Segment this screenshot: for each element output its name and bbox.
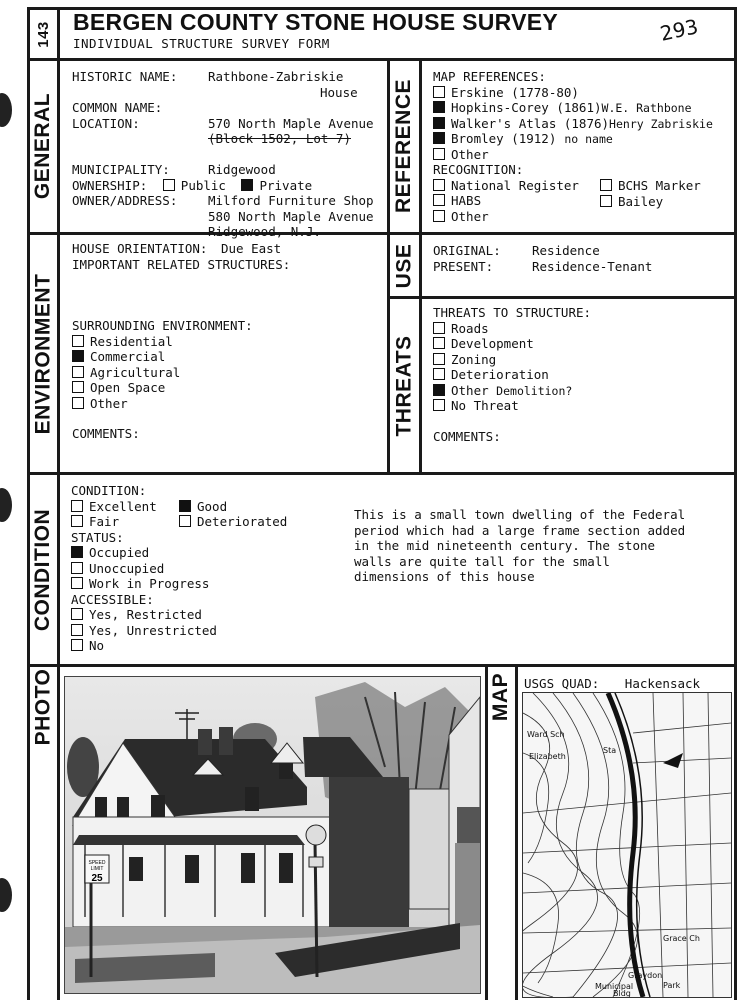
environment-other-label: Other xyxy=(90,395,128,411)
no-threat-label: No Threat xyxy=(451,398,519,413)
description-line: period which had a large frame section added xyxy=(354,522,686,538)
bailey-label: Bailey xyxy=(618,193,664,209)
section-label-reference: REFERENCE xyxy=(392,78,416,214)
zoning-checkbox[interactable] xyxy=(433,353,445,365)
condition-label: CONDITION: xyxy=(71,483,147,498)
form-subtitle: INDIVIDUAL STRUCTURE SURVEY FORM xyxy=(73,36,330,51)
municipality-label: MUNICIPALITY: xyxy=(72,162,170,177)
handwritten-number: 293 xyxy=(657,14,701,46)
divider-condition xyxy=(27,664,737,667)
occupied-label: Occupied xyxy=(89,545,150,560)
map-label: Sta xyxy=(603,746,617,755)
section-label-threats: THREATS xyxy=(392,334,416,437)
divider-photo-map-right xyxy=(515,664,518,1000)
section-label-photo: PHOTO xyxy=(31,668,55,746)
occupied-checkbox[interactable] xyxy=(71,546,83,558)
historic-name-value: Rathbone-Zabriskie xyxy=(208,69,344,84)
description-line: walls are quite tall for the small xyxy=(354,553,610,569)
map-label: Graydon xyxy=(628,971,663,980)
municipality-value: Ridgewood xyxy=(208,162,276,177)
environment-comments-label: COMMENTS: xyxy=(72,426,140,441)
agricultural-label: Agricultural xyxy=(90,364,181,380)
accessible-no-checkbox[interactable] xyxy=(71,639,83,651)
divider-header xyxy=(27,58,737,61)
owner-line-3: Ridgewood, N.J. xyxy=(208,224,321,239)
speed-limit-value: 25 xyxy=(91,873,103,884)
bailey-checkbox[interactable] xyxy=(600,195,612,207)
description-line: dimensions of this house xyxy=(354,569,535,584)
historic-name-value-2: House xyxy=(320,84,358,100)
commercial-checkbox[interactable] xyxy=(72,350,84,362)
location-value-struck: (Block 1502, Lot 7) xyxy=(208,131,351,146)
work-in-progress-checkbox[interactable] xyxy=(71,577,83,589)
good-checkbox[interactable] xyxy=(179,500,191,512)
yes-restricted-label: Yes, Restricted xyxy=(89,607,202,622)
threats-comments-label: COMMENTS: xyxy=(433,429,501,444)
original-label: ORIGINAL: xyxy=(433,243,501,258)
threats-block xyxy=(433,305,591,414)
bchs-marker-label: BCHS Marker xyxy=(618,178,701,193)
map-ref-note: Henry Zabriskie xyxy=(609,116,713,131)
historic-name-label: HISTORIC NAME: xyxy=(72,69,178,84)
description-line: in the mid nineteenth century. The stone xyxy=(354,538,656,553)
map-ref-checkbox[interactable] xyxy=(433,101,445,113)
location-value: 570 North Maple Avenue xyxy=(208,115,374,131)
map-ref-label: Other xyxy=(451,146,489,162)
condition-description xyxy=(354,507,685,585)
deteriorated-label: Deteriorated xyxy=(197,514,288,529)
section-label-environment: ENVIRONMENT xyxy=(31,273,55,434)
excellent-label: Excellent xyxy=(89,498,157,514)
usgs-quad-label: USGS QUAD: xyxy=(524,676,600,691)
divider-use xyxy=(388,296,737,299)
speed-limit-text: SPEED xyxy=(88,860,106,866)
frame-label-column xyxy=(57,8,60,1000)
map-label: Park xyxy=(663,981,681,990)
development-checkbox[interactable] xyxy=(433,337,445,349)
original-value: Residence xyxy=(532,243,600,258)
roads-label: Roads xyxy=(451,320,489,336)
recognition-label: RECOGNITION: xyxy=(433,162,524,177)
section-label-general: GENERAL xyxy=(31,92,55,200)
map-references-label: MAP REFERENCES: xyxy=(433,69,546,84)
surrounding-label: SURROUNDING ENVIRONMENT: xyxy=(72,318,253,333)
development-label: Development xyxy=(451,336,534,351)
owner-line-1: Milford Furniture Shop xyxy=(208,193,374,208)
deterioration-checkbox[interactable] xyxy=(433,368,445,380)
present-value: Residence-Tenant xyxy=(532,258,653,274)
yes-unrestricted-label: Yes, Unrestricted xyxy=(89,622,217,638)
threats-other-checkbox[interactable] xyxy=(433,384,445,396)
binder-hole xyxy=(0,488,12,522)
accessible-label: ACCESSIBLE: xyxy=(71,591,154,607)
unoccupied-label: Unoccupied xyxy=(89,560,165,576)
work-in-progress-label: Work in Progress xyxy=(89,576,210,591)
map-ref-checkbox[interactable] xyxy=(433,132,445,144)
threats-other-note: Demolition? xyxy=(496,383,573,398)
good-label: Good xyxy=(197,498,228,514)
map-ref-label: Hopkins-Corey (1861) xyxy=(451,100,602,115)
condition-block xyxy=(71,483,287,654)
no-threat-checkbox[interactable] xyxy=(433,399,445,411)
deteriorated-checkbox[interactable] xyxy=(179,515,191,527)
map-label: Grace Ch xyxy=(663,934,700,943)
open-space-label: Open Space xyxy=(90,380,166,395)
speed-limit-text-2: LIMIT xyxy=(90,866,104,872)
roads-checkbox[interactable] xyxy=(433,322,445,334)
map-label: Municipal xyxy=(595,982,634,991)
map-ref-label: Bromley (1912) xyxy=(451,131,557,146)
use-block xyxy=(433,243,652,274)
map-ref-note: W.E. Rathbone xyxy=(601,101,692,115)
section-label-condition: CONDITION xyxy=(31,508,55,631)
map-ref-label: Walker's Atlas (1876) xyxy=(451,115,610,131)
habs-label: HABS xyxy=(451,193,482,208)
open-space-checkbox[interactable] xyxy=(72,381,84,393)
map-label: Ward Sch xyxy=(527,730,565,739)
accessible-no-label: No xyxy=(89,638,105,653)
description-line: This is a small town dwelling of the Federal xyxy=(354,507,686,522)
general-values xyxy=(208,69,374,240)
map-ref-note: no name xyxy=(564,132,613,146)
ownership-label: OWNERSHIP: xyxy=(72,177,148,193)
map-ref-checkbox[interactable] xyxy=(433,86,445,98)
owner-label: OWNER/ADDRESS: xyxy=(72,193,178,208)
usgs-quad-row xyxy=(524,676,700,692)
environment-block xyxy=(72,241,290,272)
binder-hole xyxy=(0,878,12,912)
map-ref-label: Erskine (1778-80) xyxy=(451,84,579,100)
threats-other-label: Other xyxy=(451,382,489,398)
form-number: 143 xyxy=(35,20,52,48)
owner-line-2: 580 North Maple Avenue xyxy=(208,208,374,224)
map-label: Elizabeth xyxy=(529,752,566,761)
common-name-label: COMMON NAME: xyxy=(72,100,163,115)
status-label: STATUS: xyxy=(71,529,124,545)
environment-other-checkbox[interactable] xyxy=(72,397,84,409)
habs-checkbox[interactable] xyxy=(433,194,445,206)
usgs-quad-value: Hackensack xyxy=(624,676,701,691)
map-ref-checkbox[interactable] xyxy=(433,117,445,129)
map-ref-checkbox[interactable] xyxy=(433,148,445,160)
unoccupied-checkbox[interactable] xyxy=(71,562,83,574)
bchs-marker-checkbox[interactable] xyxy=(600,179,612,191)
public-checkbox[interactable] xyxy=(163,179,175,191)
excellent-checkbox[interactable] xyxy=(71,500,83,512)
fair-checkbox[interactable] xyxy=(71,515,83,527)
commercial-label: Commercial xyxy=(90,349,166,364)
orientation-value: Due East xyxy=(221,241,282,256)
yes-restricted-checkbox[interactable] xyxy=(71,608,83,620)
reference-block-right xyxy=(600,178,701,209)
binder-hole xyxy=(0,93,12,127)
residential-checkbox[interactable] xyxy=(72,335,84,347)
location-label: LOCATION: xyxy=(72,115,140,131)
fair-label: Fair xyxy=(89,514,120,529)
agricultural-checkbox[interactable] xyxy=(72,366,84,378)
national-register-checkbox[interactable] xyxy=(433,179,445,191)
yes-unrestricted-checkbox[interactable] xyxy=(71,624,83,636)
related-structures-label: IMPORTANT RELATED STRUCTURES: xyxy=(72,256,291,272)
divider-mid-right xyxy=(419,58,422,474)
recognition-other-label: Other xyxy=(451,208,489,224)
divider-environment xyxy=(27,472,737,475)
national-register-label: National Register xyxy=(451,177,579,193)
section-label-use: USE xyxy=(392,243,416,288)
orientation-label: HOUSE ORIENTATION: xyxy=(72,241,208,256)
zoning-label: Zoning xyxy=(451,351,497,367)
threats-label: THREATS TO STRUCTURE: xyxy=(433,305,592,320)
recognition-other-checkbox[interactable] xyxy=(433,210,445,222)
divider-general xyxy=(27,232,737,235)
public-label: Public xyxy=(180,177,226,193)
surrounding-block xyxy=(72,318,253,411)
deterioration-label: Deterioration xyxy=(451,367,549,382)
frame-right xyxy=(734,8,737,1000)
private-label: Private xyxy=(259,177,313,193)
present-label: PRESENT: xyxy=(433,258,494,274)
usgs-map xyxy=(522,692,732,998)
house-photo xyxy=(64,676,481,994)
section-label-map: MAP xyxy=(489,672,513,722)
form-title: BERGEN COUNTY STONE HOUSE SURVEY xyxy=(73,9,559,35)
residential-label: Residential xyxy=(90,333,173,349)
map-label: Bldg xyxy=(613,989,631,997)
